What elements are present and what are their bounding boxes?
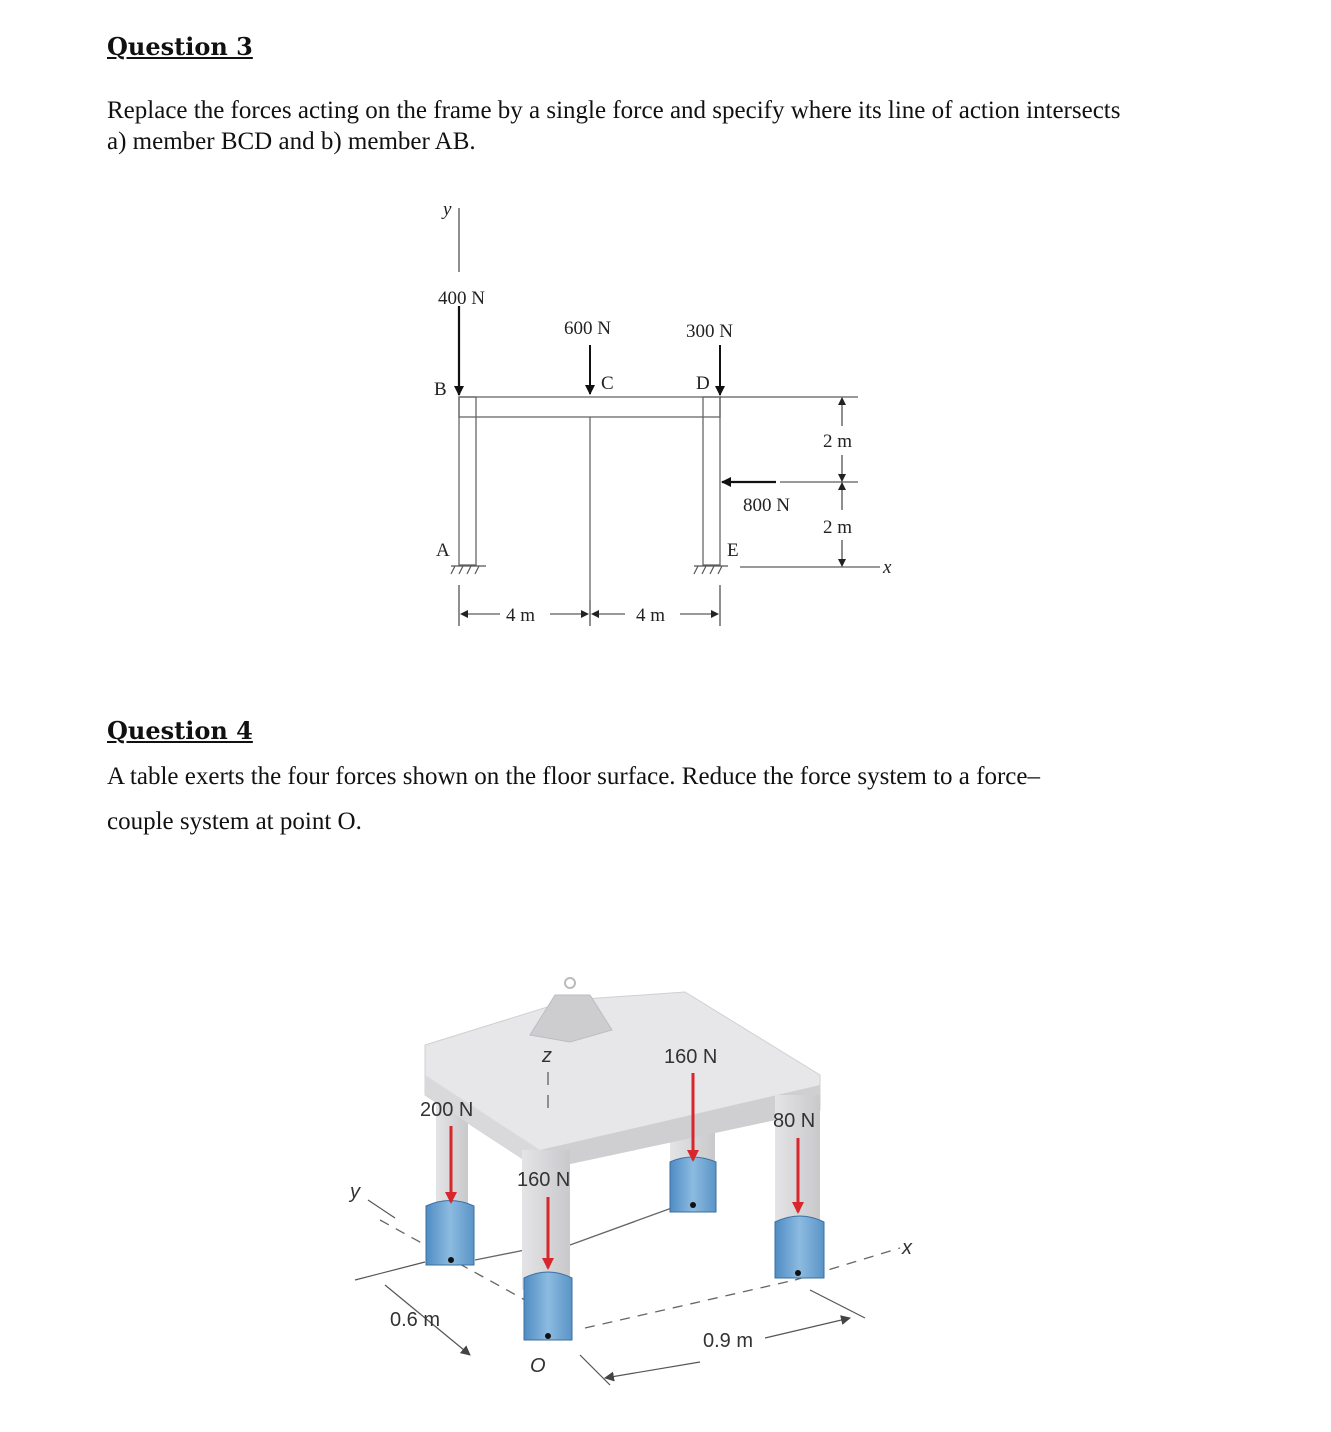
x-axis-label: x [902,1237,912,1259]
force-label-200: 200 N [420,1099,474,1121]
question-3-heading: Question 3 [107,32,253,61]
point-label-d: D [696,373,710,394]
support-e [694,566,728,574]
dim-label-2m-lower: 2 m [823,517,853,538]
member-ab [459,397,476,565]
point-label-e: E [727,540,739,561]
leg-pad-front-o [524,1272,572,1340]
x-axis-label: x [883,557,892,578]
question-4-heading: Question 4 [107,716,253,745]
y-axis-label: y [350,1181,360,1203]
dim-label-0-9: 0.9 m [703,1330,754,1352]
leg-pad-right [775,1216,824,1278]
z-axis-label: z [542,1045,552,1067]
frame-diagram [0,0,1331,700]
frame-structure [459,397,720,600]
force-label-800: 800 N [743,495,790,516]
leg-pad-back-right [670,1157,716,1212]
question-3-text-line-1: Replace the forces acting on the frame by a single force and specify where its line of action intersects [107,97,1121,124]
force-label-400: 400 N [438,288,485,309]
point-label-a: A [436,540,450,561]
leg-pad-back-left [426,1201,474,1266]
origin-label-o: O [530,1355,546,1377]
y-axis-label: y [443,199,452,220]
y-axis-dash [368,1200,395,1218]
dim-label-0-6: 0.6 m [390,1309,441,1331]
point-label-b: B [434,379,447,400]
support-a [451,566,486,574]
force-label-300: 300 N [686,321,733,342]
force-label-160-back: 160 N [664,1046,718,1068]
member-bcd [459,397,720,417]
dim-label-4m-right: 4 m [636,605,666,626]
member-de [703,397,720,565]
dim-label-4m-left: 4 m [506,605,536,626]
question-4-text-line-2: couple system at point O. [107,808,362,835]
table-diagram [0,950,1331,1432]
point-label-c: C [601,373,614,394]
force-label-600: 600 N [564,318,611,339]
question-4-text-line-1: A table exerts the four forces shown on the floor surface. Reduce the force system to a force– [107,763,1040,790]
question-3-text-line-2: a) member BCD and b) member AB. [107,128,476,155]
force-label-80: 80 N [773,1110,816,1132]
force-label-160-front: 160 N [517,1169,571,1191]
dim-label-2m-upper: 2 m [823,431,853,452]
